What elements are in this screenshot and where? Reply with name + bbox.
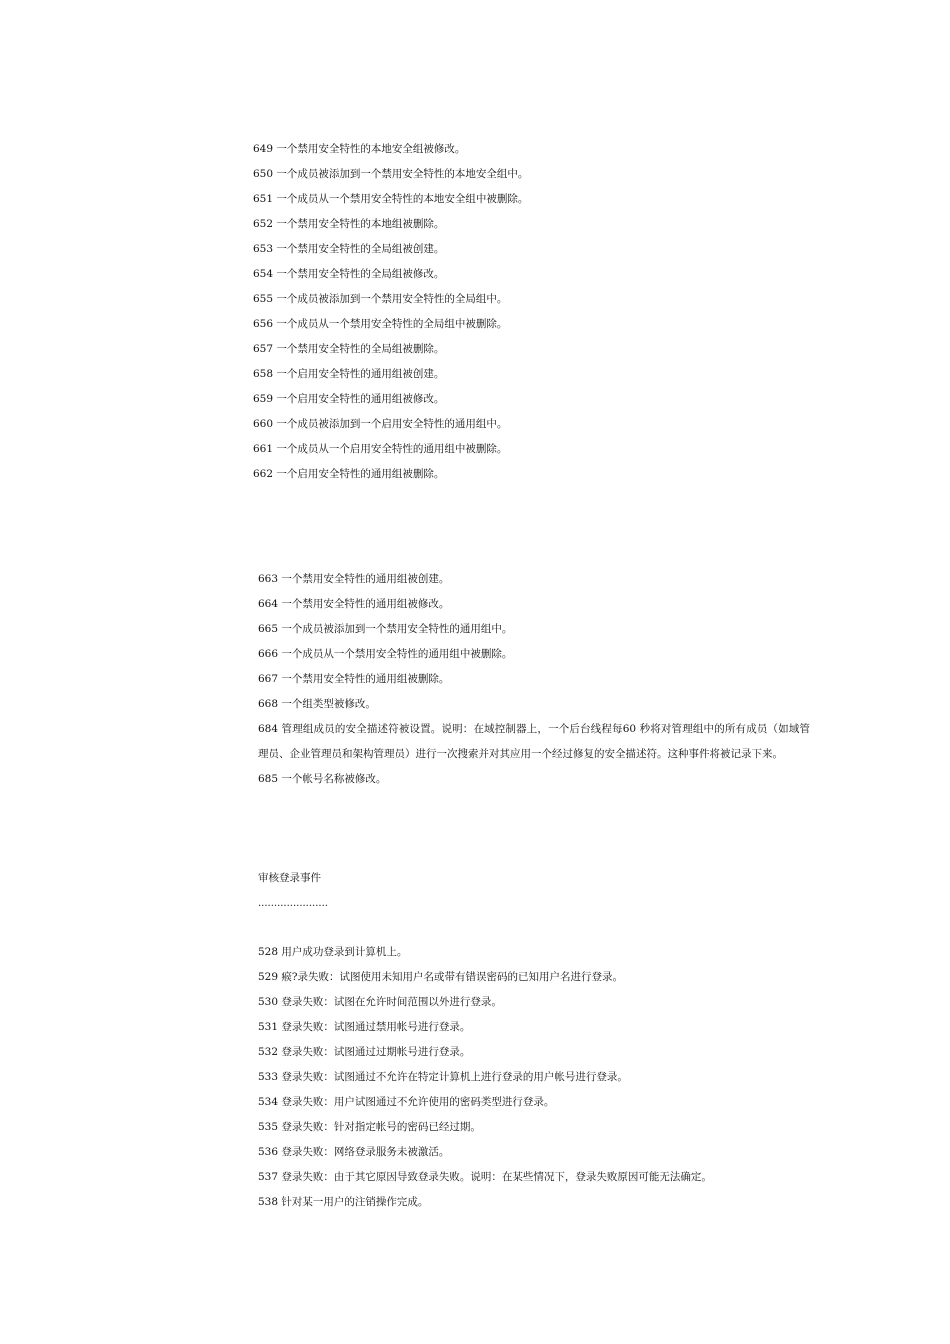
event-line: 685 一个帐号名称被修改。 — [258, 773, 387, 785]
event-line: 661 一个成员从一个启用安全特性的通用组中被删除。 — [253, 443, 508, 455]
event-line: 530 登录失败：试图在允许时间范围以外进行登录。 — [258, 996, 502, 1008]
event-line: 657 一个禁用安全特性的全局组被删除。 — [253, 343, 445, 355]
event-line: 663 一个禁用安全特性的通用组被创建。 — [258, 573, 450, 585]
event-line: 651 一个成员从一个禁用安全特性的本地安全组中被删除。 — [253, 193, 529, 205]
event-line: 537 登录失败：由于其它原因导致登录失败。说明：在某些情况下，登录失败原因可能无法确定。 — [258, 1171, 712, 1183]
event-line: 532 登录失败：试图通过过期帐号进行登录。 — [258, 1046, 471, 1058]
event-line: 649 一个禁用安全特性的本地安全组被修改。 — [253, 143, 466, 155]
event-line: 659 一个启用安全特性的通用组被修改。 — [253, 393, 445, 405]
section-divider-dots: ...................... — [258, 898, 328, 909]
event-line: 660 一个成员被添加到一个启用安全特性的通用组中。 — [253, 418, 508, 430]
event-line: 653 一个禁用安全特性的全局组被创建。 — [253, 243, 445, 255]
event-line: 652 一个禁用安全特性的本地组被删除。 — [253, 218, 445, 230]
event-line: 529 瘊?录失败：试图使用未知用户名或带有错误密码的已知用户名进行登录。 — [258, 971, 624, 983]
event-line: 667 一个禁用安全特性的通用组被删除。 — [258, 673, 450, 685]
event-line: 538 针对某一用户的注销操作完成。 — [258, 1196, 429, 1208]
logon-event-list — [258, 940, 858, 1215]
event-list-group-1 — [253, 137, 853, 487]
event-line: 531 登录失败：试图通过禁用帐号进行登录。 — [258, 1021, 471, 1033]
event-line: 655 一个成员被添加到一个禁用安全特性的全局组中。 — [253, 293, 508, 305]
event-line: 654 一个禁用安全特性的全局组被修改。 — [253, 268, 445, 280]
event-line: 533 登录失败：试图通过不允许在特定计算机上进行登录的用户帐号进行登录。 — [258, 1071, 628, 1083]
event-line: 536 登录失败：网络登录服务未被激活。 — [258, 1146, 450, 1158]
event-line: 650 一个成员被添加到一个禁用安全特性的本地安全组中。 — [253, 168, 529, 180]
event-line: 658 一个启用安全特性的通用组被创建。 — [253, 368, 445, 380]
event-line: 664 一个禁用安全特性的通用组被修改。 — [258, 598, 450, 610]
event-list-group-2 — [258, 567, 810, 792]
event-line: 668 一个组类型被修改。 — [258, 698, 376, 710]
section-heading: 审核登录事件 — [258, 872, 321, 884]
event-line: 534 登录失败：用户试图通过不允许使用的密码类型进行登录。 — [258, 1096, 555, 1108]
event-line: 656 一个成员从一个禁用安全特性的全局组中被删除。 — [253, 318, 508, 330]
event-line: 528 用户成功登录到计算机上。 — [258, 946, 408, 958]
event-line: 662 一个启用安全特性的通用组被删除。 — [253, 468, 445, 480]
event-line: 666 一个成员从一个禁用安全特性的通用组中被删除。 — [258, 648, 513, 660]
event-paragraph: 684 管理组成员的安全描述符被设置。说明：在域控制器上，一个后台线程每60 秒将对管理组中的所有成员（如域管理员、企业管理员和架构管理员）进行一次搜索并对其应用一个经过修复的安全描述符。这种事件将被记录下来。 — [258, 723, 810, 760]
event-line: 665 一个成员被添加到一个禁用安全特性的通用组中。 — [258, 623, 513, 635]
event-line: 535 登录失败：针对指定帐号的密码已经过期。 — [258, 1121, 481, 1133]
